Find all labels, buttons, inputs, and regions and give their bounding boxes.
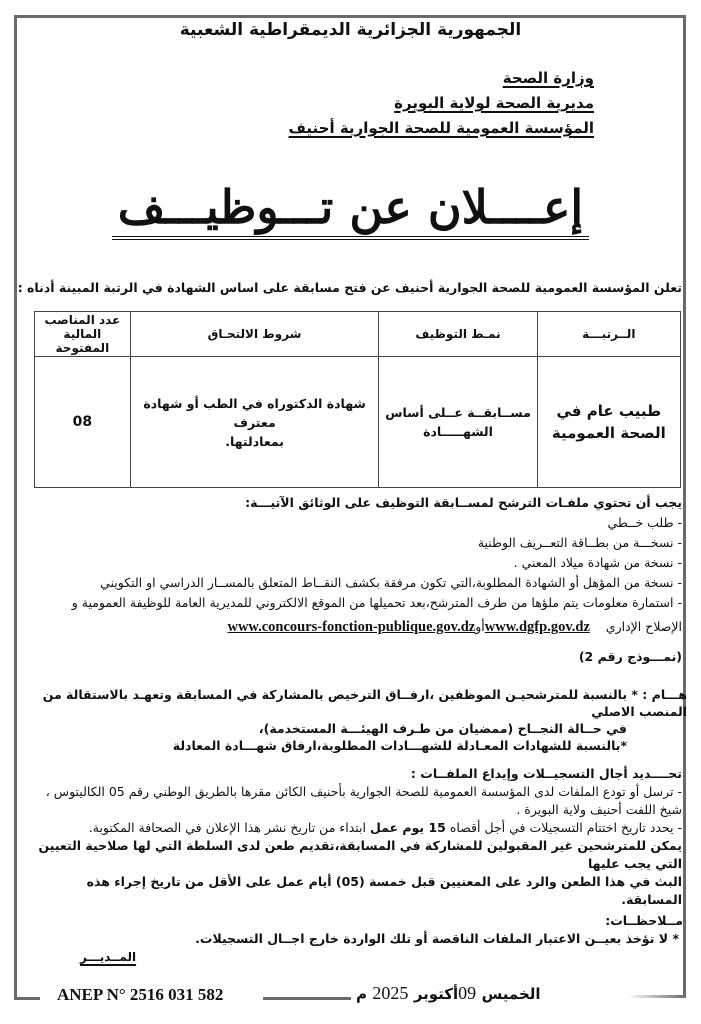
notes-section <box>43 912 683 948</box>
important-line-1: هـــام : * بالنسبة للمترشحيـن الموظفين ،ارفــاق الترخيص بالمشاركة في المسابقة وتعهـد بالاستقالة من المنصب الاصلي <box>42 687 687 719</box>
concours-link[interactable]: www.concours-fonction-publique.gov.dz <box>227 619 476 635</box>
announcement-title-block <box>0 180 701 234</box>
administrative-reform-label: الإصلاح الإداري <box>605 619 682 634</box>
mode-line1: مســابقــة عــلى أساس <box>385 405 531 420</box>
deadline-duration: 15 يوم عمل <box>369 820 446 835</box>
deadlines-line-5: البث في هذا الطعن والرد على المعنيين قبل خمسة (05) أيام عمل على الأقل من تاريخ إجراء هذه المسابقة. <box>86 874 682 907</box>
conditions-line2: بمعادلتها. <box>225 433 284 449</box>
frame-top-border <box>14 15 686 18</box>
date-month: أكتوبر <box>413 985 459 1003</box>
header-conditions: شروط الالتحـاق <box>130 312 379 357</box>
cell-conditions <box>130 357 379 488</box>
conditions-line1: شهادة الدكتوراه في الطب أو شهادة معترف <box>143 395 366 430</box>
important-line-3: *بالنسبة للشهادات المعـادلة للشهـــادات المطلوبة،ارفاق شهـــادة المعادلة <box>172 738 627 753</box>
cell-recruitment-mode <box>379 357 537 488</box>
announcement-title: إعــــلان عن تـــوظيـــف <box>112 180 589 240</box>
frame-bottom-left-border <box>14 997 40 1000</box>
deadlines-line-3 <box>37 819 682 837</box>
deadlines-line-2: شيخ اللفت أحنيف ولاية البويرة . <box>516 802 682 817</box>
anep-number: ANEP N° 2516 031 582 <box>57 985 224 1004</box>
cell-positions-count: 08 <box>35 357 131 488</box>
dgfp-link[interactable]: www.dgfp.gov.dz <box>484 619 590 635</box>
deadline-text-post: ابتداء من تاريخ نشر هذا الإعلان في الصحافة المكتوبة. <box>88 820 370 835</box>
ministry-name: وزارة الصحة <box>502 69 594 87</box>
deadlines-line-1: - ترسل أو تودع الملفات لدى المؤسسة العمومية للصحة الجوارية بأحنيف الكائن مقرها بالطريق الوطني رقم 05 الكاليتوس ، <box>45 784 682 799</box>
header-grade: الــرتبـــة <box>537 312 680 357</box>
or-conjunction: أو <box>475 619 485 634</box>
cell-grade <box>537 357 680 488</box>
positions-table <box>34 311 681 488</box>
deadlines-line-4: يمكن للمترشحين غير المقبولين للمشاركة في المسابقة،تقديم طعن لدى السلطة التي لها صلاحية التعيين التي يجب عليها <box>38 838 682 871</box>
institution-name: المؤسسة العمومية للصحة الجوارية أحنيف <box>288 119 594 137</box>
table-row <box>35 357 681 488</box>
frame-left-border <box>14 15 17 1000</box>
date-year: 2025 <box>372 983 409 1003</box>
deadline-text-pre: - يحدد تاريخ اختتام التسجيلات في أجل أقصاه <box>445 820 682 835</box>
director-signature: المــديـــر <box>80 950 137 964</box>
header-count-line2: المالية المفتوحة <box>55 327 110 355</box>
deadlines-section <box>37 765 682 909</box>
table-header-row <box>35 312 681 357</box>
directorate-name: مديرية الصحة لولاية البويرة <box>394 94 594 112</box>
republic-heading: الجمهورية الجزائرية الديمقراطية الشعبية <box>179 20 522 40</box>
document-item: - نسخة من المؤهل أو الشهادة المطلوبة،التي تكون مرفقة بكشف النقــاط المتعلق بالمســار الدراسي او التكويني <box>100 575 682 590</box>
document-item: - نسخـــة من بطــاقة التعــريف الوطنية <box>477 535 682 550</box>
grade-line2: الصحة العمومية <box>551 424 666 442</box>
notes-heading: مــلاحظــات: <box>605 913 683 928</box>
frame-bottom-right-border <box>628 995 686 998</box>
date-era: م <box>356 985 367 1003</box>
frame-bottom-divider <box>263 997 351 1000</box>
frame-right-border <box>683 15 686 998</box>
note-item: * لا تؤخذ بعيــن الاعتبار الملفات الناقصة أو تلك الواردة خارج اجــال التسجيلات. <box>195 931 679 946</box>
grade-line1: طبيب عام في <box>556 402 662 420</box>
document-item: - طلب خــطي <box>607 515 682 530</box>
intro-text: تعلن المؤسسة العمومية للصحة الجوارية أحنيف عن فتح مسابقة على اساس الشهادة في الرتبة المبينة أدناه : <box>17 280 682 295</box>
header-count-line1: عدد المناصب <box>44 313 121 327</box>
issuer-block <box>289 66 594 141</box>
website-line <box>42 617 682 637</box>
publication-date <box>356 983 541 1004</box>
required-documents-section <box>42 493 682 667</box>
important-section <box>37 686 687 754</box>
form-model-number: (نمـــوذج رقم 2) <box>578 649 682 664</box>
date-day-number: 09 <box>458 983 477 1003</box>
header-positions-count <box>35 312 131 357</box>
document-item: - استمارة معلومات يتم ملؤها من طرف المترشح،بعد تحميلها من الموقع الالكتروني للمديرية العامة للوظيفة العمومية و <box>71 595 682 610</box>
date-day: الخميس <box>481 985 541 1003</box>
important-line-2: في حــالة النجــاح (ممضيان من طـرف الهيئـــة المستخدمة)، <box>258 721 627 736</box>
documents-heading: يجب أن تحتوي ملفـات الترشح لمســابقة التوظيف على الوثائق الآتيـــة: <box>245 495 682 510</box>
header-recruitment-mode: نمـط التوظيف <box>379 312 537 357</box>
mode-line2: الشهـــــادة <box>423 424 493 439</box>
document-item: - نسخة من شهادة ميلاد المعني . <box>513 555 682 570</box>
deadlines-heading: تحــــديد أجال التسجيــلات وإيداع الملفــات : <box>410 766 682 781</box>
